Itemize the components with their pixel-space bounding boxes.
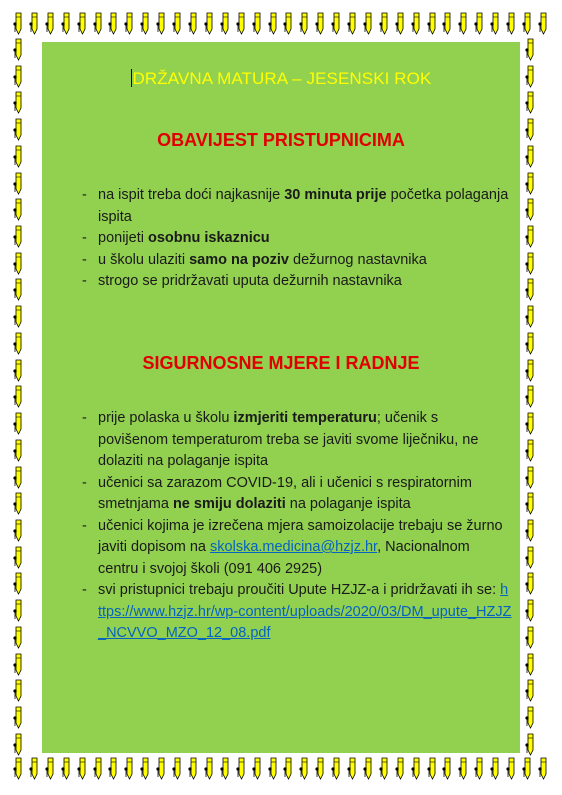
text-cursor [131,69,132,87]
pencil-clipart-icon [524,546,537,570]
pencil-clipart-icon [473,12,486,36]
pencil-clipart-icon [537,12,550,36]
pencil-clipart-icon [12,466,25,490]
pencil-clipart-icon [12,225,25,249]
pencil-clipart-icon [524,198,537,222]
pencil-clipart-icon [187,757,200,781]
pencil-clipart-icon [410,757,423,781]
pencil-clipart-icon [505,12,518,36]
pencil-clipart-icon [12,679,25,703]
list-item: - na ispit treba doći najkasnije 30 minuta prije početka polaganja ispita [82,185,512,228]
pencil-clipart-icon [524,599,537,623]
pencil-clipart-icon [524,412,537,436]
pencil-clipart-icon [524,332,537,356]
pencil-clipart-icon [410,12,423,36]
pencil-clipart-icon [298,757,311,781]
pencil-clipart-icon [12,757,25,781]
pencil-clipart-icon [12,332,25,356]
pencil-clipart-icon [441,757,454,781]
pencil-clipart-icon [139,12,152,36]
pencil-clipart-icon [524,466,537,490]
pencil-clipart-icon [524,172,537,196]
pencil-clipart-icon [524,439,537,463]
pencil-clipart-icon [235,757,248,781]
pencil-clipart-icon [473,757,486,781]
pencil-clipart-icon [524,679,537,703]
pencil-clipart-icon [12,492,25,516]
pencil-clipart-icon [524,252,537,276]
list-item: - učenici sa zarazom COVID-19, ali i učenici s respiratornim smetnjama ne smiju dolaziti na polaganje ispita [82,473,512,516]
pencil-clipart-icon [346,12,359,36]
pencil-clipart-icon [171,757,184,781]
pencil-clipart-icon [426,757,439,781]
pencil-clipart-icon [187,12,200,36]
pencil-clipart-icon [298,12,311,36]
pencil-clipart-icon [524,626,537,650]
pencil-clipart-icon [12,38,25,62]
pencil-clipart-icon [76,757,89,781]
pencil-clipart-icon [524,225,537,249]
pencil-clipart-icon [282,757,295,781]
pencil-clipart-icon [171,12,184,36]
pencil-clipart-icon [524,733,537,757]
email-link[interactable]: skolska.medicina@hzjz.hr [210,539,378,555]
pencil-clipart-icon [524,38,537,62]
page-title: DRŽAVNA MATURA – JESENSKI ROK [132,69,432,88]
section-heading-safety: SIGURNOSNE MJERE I RADNJE [142,353,420,373]
pencil-clipart-icon [378,12,391,36]
pencil-clipart-icon [524,359,537,383]
pencil-clipart-icon [12,519,25,543]
pencil-clipart-icon [426,12,439,36]
pencil-clipart-icon [92,12,105,36]
pencil-clipart-icon [524,91,537,115]
pencil-clipart-icon [267,757,280,781]
pencil-clipart-icon [251,12,264,36]
pencil-clipart-icon [441,12,454,36]
pencil-clipart-icon [107,12,120,36]
pencil-clipart-icon [44,12,57,36]
pencil-clipart-icon [123,12,136,36]
pencil-clipart-icon [524,278,537,302]
pencil-clipart-icon [60,12,73,36]
pencil-clipart-icon [235,12,248,36]
decorative-border-bottom [12,757,550,783]
pencil-clipart-icon [12,12,25,36]
list-item: - svi pristupnici trebaju proučiti Upute HZJZ-a i pridržavati ih se: https://www.hzjz.hr/wp-content/uploads/2020/03/DM_upute_HZJZ_NCVVO_MZO_12_08.pdf [82,580,512,645]
list-item: - strogo se pridržavati uputa dežurnih nastavnika [82,271,512,293]
pencil-clipart-icon [330,757,343,781]
list-item: - prije polaska u školu izmjeriti temperaturu; učenik s povišenom temperaturom treba se javiti svome liječniku, ne dolaziti na polaganje ispita [82,408,512,473]
decorative-border-top [12,12,550,38]
pencil-clipart-icon [12,653,25,677]
pencil-clipart-icon [521,12,534,36]
pencil-clipart-icon [524,65,537,89]
pencil-clipart-icon [537,757,550,781]
pencil-clipart-icon [12,91,25,115]
pencil-clipart-icon [12,198,25,222]
pencil-clipart-icon [314,757,327,781]
pencil-clipart-icon [524,492,537,516]
pencil-clipart-icon [12,252,25,276]
notice-list [82,185,512,293]
pencil-clipart-icon [12,172,25,196]
pencil-clipart-icon [282,12,295,36]
list-item: - ponijeti osobnu iskaznicu [82,228,512,250]
decorative-border-left [12,38,38,757]
pencil-clipart-icon [12,626,25,650]
pencil-clipart-icon [524,653,537,677]
pencil-clipart-icon [362,12,375,36]
pencil-clipart-icon [12,305,25,329]
pencil-clipart-icon [12,439,25,463]
pencil-clipart-icon [139,757,152,781]
pencil-clipart-icon [12,599,25,623]
pencil-clipart-icon [12,278,25,302]
pencil-clipart-icon [362,757,375,781]
pencil-clipart-icon [267,12,280,36]
pencil-clipart-icon [521,757,534,781]
pencil-clipart-icon [12,385,25,409]
list-item: - učenici kojima je izrečena mjera samoizolacije trebaju se žurno javiti dopisom na skolska.medicina@hzjz.hr, Nacionalnom centru i svojoj školi (091 406 2925) [82,516,512,581]
section-heading-notice: OBAVIJEST PRISTUPNICIMA [157,130,405,150]
pencil-clipart-icon [155,12,168,36]
pencil-clipart-icon [60,757,73,781]
pencil-clipart-icon [12,706,25,730]
pencil-clipart-icon [505,757,518,781]
pencil-clipart-icon [394,12,407,36]
pencil-clipart-icon [251,757,264,781]
pencil-clipart-icon [524,145,537,169]
pencil-clipart-icon [28,12,41,36]
pencil-clipart-icon [12,733,25,757]
pencil-clipart-icon [203,12,216,36]
instructions-link[interactable]: https://www.hzjz.hr/wp-content/uploads/2020/03/DM_upute_HZJZ_NCVVO_MZO_12_08.pdf [98,582,512,641]
pencil-clipart-icon [12,572,25,596]
pencil-clipart-icon [524,706,537,730]
green-panel [42,42,520,753]
pencil-clipart-icon [155,757,168,781]
pencil-clipart-icon [12,546,25,570]
pencil-clipart-icon [524,519,537,543]
decorative-border-right [524,38,550,757]
pencil-clipart-icon [219,12,232,36]
pencil-clipart-icon [330,12,343,36]
safety-list [82,408,512,645]
pencil-clipart-icon [489,757,502,781]
pencil-clipart-icon [12,118,25,142]
pencil-clipart-icon [76,12,89,36]
pencil-clipart-icon [489,12,502,36]
pencil-clipart-icon [457,757,470,781]
pencil-clipart-icon [12,412,25,436]
pencil-clipart-icon [107,757,120,781]
pencil-clipart-icon [12,145,25,169]
pencil-clipart-icon [92,757,105,781]
pencil-clipart-icon [457,12,470,36]
pencil-clipart-icon [524,305,537,329]
pencil-clipart-icon [346,757,359,781]
pencil-clipart-icon [524,385,537,409]
pencil-clipart-icon [378,757,391,781]
pencil-clipart-icon [219,757,232,781]
list-item: - u školu ulaziti samo na poziv dežurnog nastavnika [82,250,512,272]
pencil-clipart-icon [524,572,537,596]
pencil-clipart-icon [203,757,216,781]
pencil-clipart-icon [524,118,537,142]
pencil-clipart-icon [314,12,327,36]
pencil-clipart-icon [12,359,25,383]
pencil-clipart-icon [28,757,41,781]
pencil-clipart-icon [394,757,407,781]
pencil-clipart-icon [12,65,25,89]
pencil-clipart-icon [123,757,136,781]
pencil-clipart-icon [44,757,57,781]
